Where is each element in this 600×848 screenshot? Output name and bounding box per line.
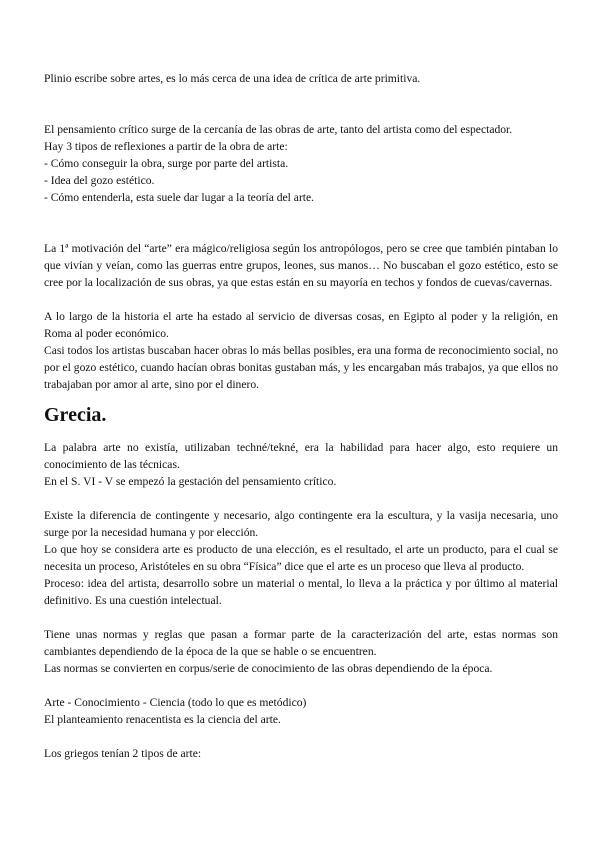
century-paragraph: En el S. VI - V se empezó la gestación del pensamiento crítico. — [44, 475, 337, 488]
contingent-paragraph: Existe la diferencia de contingente y necesario, algo contingente era la escultura, y la vasija necesaria, uno surge por la necesidad humana y por elección. — [44, 509, 558, 539]
spacer — [44, 677, 558, 694]
spacer — [44, 490, 558, 507]
corpus-paragraph: Las normas se convierten en corpus/serie de conocimiento de las obras dependiendo de la época. — [44, 662, 493, 675]
history-paragraph: A lo largo de la historia el arte ha estado al servicio de diversas cosas, en Egipto al poder y la religión, en Roma al poder económico. — [44, 310, 558, 340]
section-heading-grecia: Grecia. — [44, 404, 107, 426]
process-paragraph: Proceso: idea del artista, desarrollo sobre un material o mental, lo lleva a la práctica y por último al material definitivo. Es una cuestión intelectual. — [44, 577, 558, 607]
spacer — [44, 87, 558, 121]
spacer — [44, 609, 558, 626]
techne-paragraph: La palabra arte no existía, utilizaban techné/tekné, era la habilidad para hacer algo, esto requiere un conocimiento de las técnicas. — [44, 441, 558, 471]
plinio-paragraph: Plinio escribe sobre artes, es lo más cerca de una idea de crítica de arte primitiva. — [44, 72, 421, 85]
critical-thinking-line: El pensamiento crítico surge de la cercanía de las obras de arte, tanto del artista como del espectador. — [44, 123, 513, 136]
greek-art-types-line: Los griegos tenían 2 tipos de arte: — [44, 747, 202, 760]
spacer — [44, 728, 558, 745]
artists-paragraph: Casi todos los artistas buscaban hacer obras lo más bellas posibles, era una forma de reconocimiento social, no por el gozo estético, cuando hacían obras bonitas gustaban más, y les encargaban más trabajos, ya que ellos no trabajaban por amor al arte, sino por el dinero. — [44, 344, 558, 391]
list-item: - Cómo conseguir la obra, surge por parte del artista. — [44, 157, 289, 170]
spacer — [44, 291, 558, 308]
product-paragraph: Lo que hoy se considera arte es producto de una elección, es el resultado, el arte un producto, para el cual se necesita un proceso, Aristóteles en su obra “Física” dice que el arte es un proceso que lleva al producto. — [44, 543, 558, 573]
spacer — [44, 206, 558, 240]
reflection-types-line: Hay 3 tipos de reflexiones a partir de la obra de arte: — [44, 140, 288, 153]
list-item: - Cómo entenderla, esta suele dar lugar a la teoría del arte. — [44, 191, 315, 204]
norms-paragraph: Tiene unas normas y reglas que pasan a formar parte de la caracterización del arte, estas normas son cambiantes dependiendo de la época de la que se hable o se encuentren. — [44, 628, 558, 658]
list-item: - Idea del gozo estético. — [44, 174, 155, 187]
document-page — [44, 70, 558, 762]
critical-thinking-block — [44, 121, 558, 206]
art-knowledge-science-line: Arte - Conocimiento - Ciencia (todo lo que es metódico) — [44, 696, 307, 709]
motivation-paragraph: La 1ª motivación del “arte” era mágico/religiosa según los antropólogos, pero se cree que también pintaban lo que vivían y veían, como las guerras entre grupos, leones, sus manos… No buscaban el gozo estético, esto se cree por la localización de sus obras, ya que estas están en su mayoría en techos y fondos de cuevas/cavernas. — [44, 242, 558, 289]
renaissance-line: El planteamiento renacentista es la ciencia del arte. — [44, 713, 281, 726]
